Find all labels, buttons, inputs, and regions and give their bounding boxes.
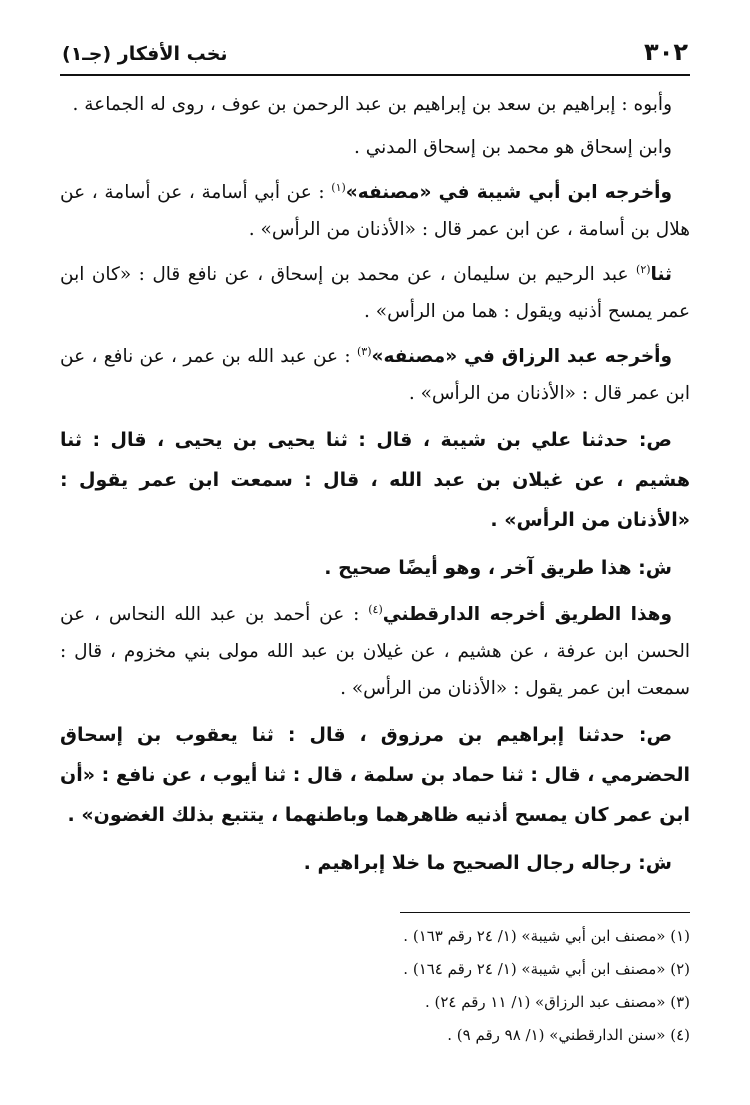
footnote-marker: (١) <box>331 180 346 194</box>
paragraph-text: : عن عبد الله بن عمر ، عن نافع ، عن ابن عمر قال : «الأذنان من الرأس» . <box>60 346 690 404</box>
footnote: (٢) «مصنف ابن أبي شيبة» (١/ ٢٤ رقم ١٦٤) . <box>403 960 690 978</box>
matn-paragraph: ص: حدثنا علي بن شيبة ، قال : ثنا يحيى بن يحيى ، قال : ثنا هشيم ، عن غيلان بن عبد الله ، قال : سمعت ابن عمر يقول : «الأذنان من الرأس» . <box>60 429 690 531</box>
paragraph <box>60 256 690 330</box>
footnote-marker: (٣) <box>356 344 372 358</box>
matn-paragraph: ص: حدثنا إبراهيم بن مرزوق ، قال : ثنا يعقوب بن إسحاق الحضرمي ، قال : ثنا حماد بن سلمة ، قال : ثنا أيوب ، عن نافع : «أن ابن عمر كان يمسح أذنيه ظاهرهما وباطنهما ، يتتبع بذلك الغضون» . <box>60 724 690 826</box>
paragraph: وابن إسحاق هو محمد بن إسحاق المدني . <box>353 137 672 158</box>
paragraph-text: عبد الرحيم بن سليمان ، عن محمد بن إسحاق ، عن نافع قال : «كان ابن عمر يمسح أذنيه ويقول : هما من الرأس» . <box>60 264 690 322</box>
paragraph <box>60 596 690 707</box>
paragraph-text: : عن أحمد بن عبد الله النحاس ، عن الحسن ابن عرفة ، عن هشيم ، عن غيلان بن عبد الله مولى بني مخزوم ، قال : سمعت ابن عمر يقول : «الأذنان من الرأس» . <box>60 604 690 699</box>
page-number: ٣٠٢ <box>644 38 688 66</box>
page-header <box>60 38 690 76</box>
running-title: نخب الأفكار (جـ١) <box>62 43 228 65</box>
paragraph <box>60 174 690 248</box>
paragraph-lead: وأخرجه ابن أبي شيبة في «مصنفه» <box>345 182 672 203</box>
paragraph-lead: ثنا <box>650 264 672 285</box>
footnote-marker: (٢) <box>636 262 651 276</box>
paragraph-text: : عن أبي أسامة ، عن أسامة ، عن هلال بن أسامة ، عن ابن عمر قال : «الأذنان من الرأس» . <box>60 182 690 240</box>
footnote: (٣) «مصنف عبد الرزاق» (١/ ١١ رقم ٢٤) . <box>424 993 690 1011</box>
paragraph-lead: وهذا الطريق أخرجه الدارقطني <box>382 604 672 625</box>
footnote: (٤) «سنن الدارقطني» (١/ ٩٨ رقم ٩) . <box>447 1026 690 1044</box>
sharh-paragraph: ش: هذا طريق آخر ، وهو أيضًا صحيح . <box>324 557 672 579</box>
sharh-paragraph: ش: رجاله رجال الصحيح ما خلا إبراهيم . <box>303 852 672 874</box>
paragraph-lead: وأخرجه عبد الرزاق في «مصنفه» <box>371 346 673 367</box>
main-text <box>60 86 690 883</box>
footnote: (١) «مصنف ابن أبي شيبة» (١/ ٢٤ رقم ١٦٣) . <box>403 927 690 945</box>
paragraph: وأبوه : إبراهيم بن سعد بن إبراهيم بن عبد الرحمن بن عوف ، روى له الجماعة . <box>72 94 672 115</box>
footnote-marker: (٤) <box>368 602 383 616</box>
paragraph <box>60 338 690 412</box>
page <box>60 38 690 891</box>
footnote-divider <box>400 912 690 913</box>
footnotes <box>60 920 690 1052</box>
